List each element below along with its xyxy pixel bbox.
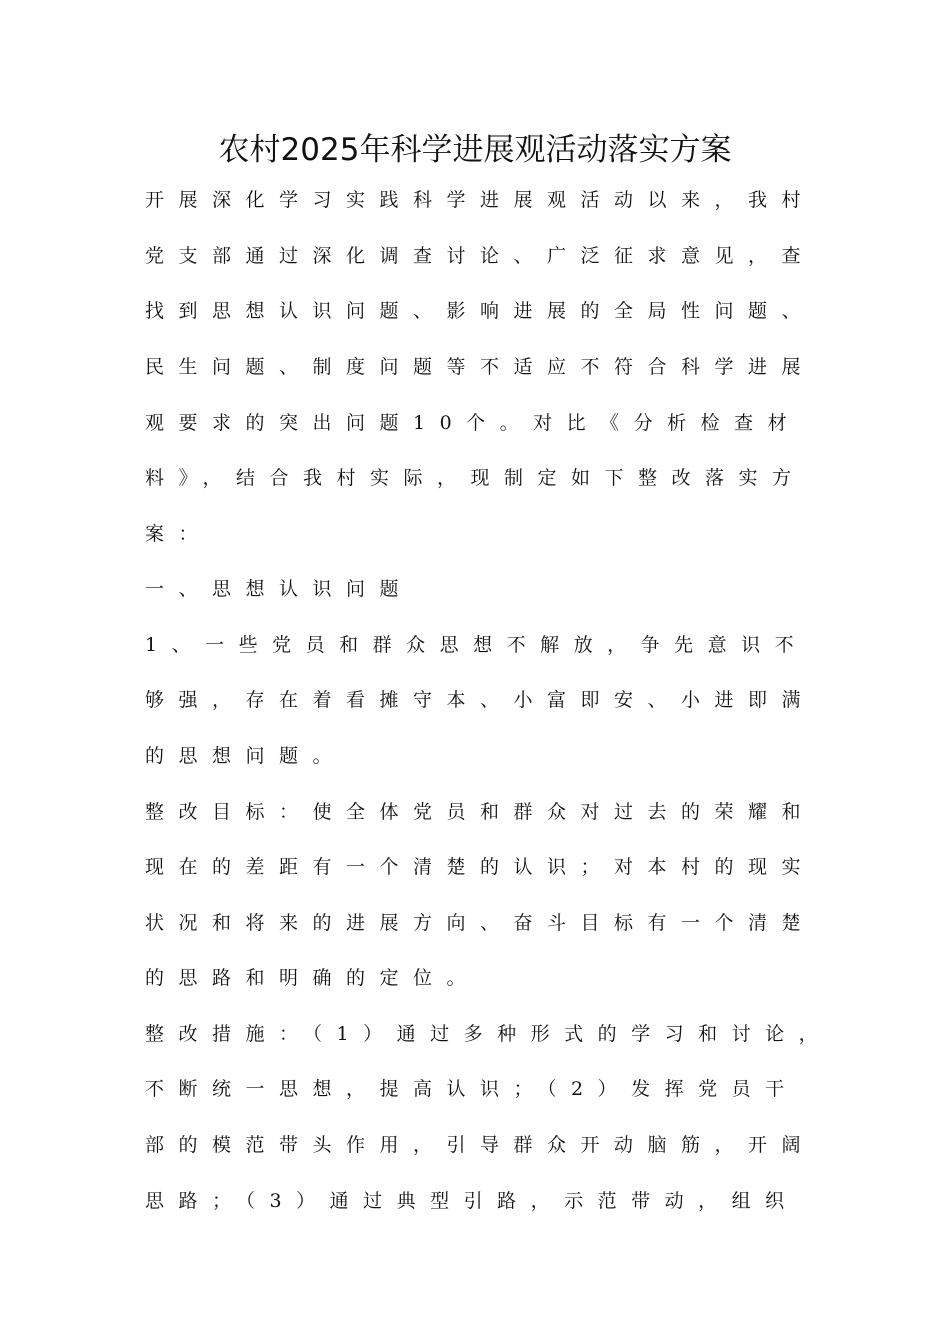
body-line: 现在的差距有一个清楚的认识；对本村的现实 [145,856,816,878]
body-line: 不断统一思想，提高认识；（2）发挥党员干 [145,1078,799,1100]
body-line: 够强，存在着看摊守本、小富即安、小进即满 [145,689,816,711]
body-line: 1、一些党员和群众思想不解放，争先意识不 [145,634,809,656]
body-line: 状况和将来的进展方向、奋斗目标有一个清楚 [145,912,816,934]
body-line: 民生问题、制度问题等不适应不符合科学进展 [145,356,816,378]
body-line: 思路；（3）通过典型引路，示范带动，组织 [145,1190,799,1212]
body-line: 开展深化学习实践科学进展观活动以来，我村 [145,189,816,211]
body-line: 料》，结合我村实际，现制定如下整改落实方 [145,467,806,489]
body-line: 观要求的突出问题10个。对比《分析检查材 [145,412,802,434]
body-line: 整改措施：（1）通过多种形式的学习和讨论， [145,1023,833,1045]
body-line: 的思想问题。 [145,745,347,767]
document-title: 农村2025年科学进展观活动落实方案 [218,132,732,168]
body-line: 的思路和明确的定位。 [145,967,481,989]
body-line: 找到思想认识问题、影响进展的全局性问题、 [145,300,816,322]
body-line: 整改目标：使全体党员和群众对过去的荣耀和 [145,801,816,823]
body-line: 案： [145,523,213,545]
body-line: 部的模范带头作用，引导群众开动脑筋，开阔 [145,1134,816,1156]
section-heading: 一、思想认识问题 [145,578,414,600]
body-line: 党支部通过深化调查讨论、广泛征求意见，查 [145,245,816,267]
